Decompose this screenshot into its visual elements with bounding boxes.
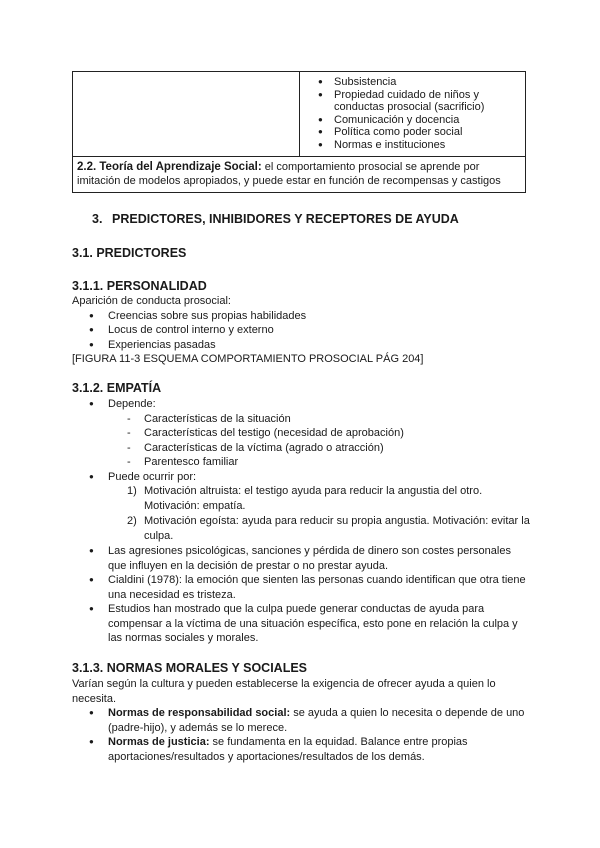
sublist-item: - Características de la situación bbox=[72, 412, 532, 427]
item-text: se ayuda a quien lo necesita o depende de uno (padre-hijo), y además se lo merece. bbox=[108, 707, 525, 734]
empatia-block bbox=[72, 397, 532, 646]
numbered-item bbox=[72, 514, 532, 544]
theory-table bbox=[72, 71, 526, 193]
item-bold: Normas de justicia: bbox=[108, 736, 210, 748]
social-learning-theory-cell bbox=[73, 156, 526, 192]
list-item: ● Política como poder social bbox=[334, 126, 519, 139]
item-number: 2) bbox=[127, 515, 137, 527]
list-item: ● Cialdini (1978): la emoción que sienten las personas cuando identifican que otra tiene una necesidad es tristeza. bbox=[72, 573, 532, 602]
empatia-list bbox=[72, 397, 532, 412]
personalidad-block bbox=[72, 294, 532, 367]
list-item-depende bbox=[72, 397, 532, 412]
list-item: ● Subsistencia bbox=[334, 76, 519, 89]
list-item: ● Creencias sobre sus propias habilidades bbox=[72, 309, 532, 324]
depende-sublist bbox=[72, 412, 532, 470]
list-item: ● Comunicación y docencia bbox=[334, 114, 519, 127]
ocurrir-sublist bbox=[72, 484, 532, 544]
depende-label: Depende: bbox=[108, 398, 156, 410]
table-cell-list bbox=[300, 72, 526, 157]
normas-intro: Varían según la cultura y pueden establecerse la exigencia de ofrecer ayuda a quien lo necesita. bbox=[72, 678, 496, 705]
section-heading bbox=[92, 212, 459, 226]
list-item-ocurrir bbox=[72, 470, 532, 485]
item-text: Motivación egoísta: ayuda para reducir su propia angustia. Motivación: evitar la culpa. bbox=[144, 515, 530, 542]
list-item bbox=[72, 735, 532, 764]
empatia-list-3 bbox=[72, 544, 532, 646]
ocurrir-label: Puede ocurrir por: bbox=[108, 470, 197, 483]
list-item: ● Experiencias pasadas bbox=[72, 338, 532, 353]
list-item: ● Estudios han mostrado que la culpa puede generar conductas de ayuda para compensar a la víctima de una situación específica, esto pone en relación la culpa y las normas sociales y morales. bbox=[72, 602, 532, 646]
empatia-list-2 bbox=[72, 470, 532, 485]
sublist-item: - Características de la víctima (agrado o atracción) bbox=[72, 441, 532, 456]
list-item: ● Las agresiones psicológicas, sanciones y pérdida de dinero son costes personales que influyen en la decisión de prestar o no prestar ayuda. bbox=[72, 544, 532, 573]
subsection-heading-personalidad: 3.1.1. PERSONALIDAD bbox=[72, 279, 207, 293]
sublist-item: - Parentesco familiar bbox=[72, 455, 532, 470]
subsection-heading-normas: 3.1.3. NORMAS MORALES Y SOCIALES bbox=[72, 661, 308, 675]
sublist-item: - Características del testigo (necesidad de aprobación) bbox=[72, 426, 532, 441]
theory-text: el comportamiento prosocial se aprende por imitación de modelos apropiados, y puede estar en función de recompensas y castigos bbox=[77, 160, 501, 187]
personalidad-intro: Aparición de conducta prosocial: bbox=[72, 295, 231, 307]
section-number: 3. bbox=[92, 212, 103, 226]
item-text: se fundamenta en la equidad. Balance entre propias aportaciones/resultados y aportaciones/resultados de los demás. bbox=[108, 736, 468, 763]
personalidad-list bbox=[72, 309, 532, 353]
list-item: ● Propiedad cuidado de niños y conductas prosocial (sacrificio) bbox=[334, 89, 519, 114]
figure-reference: [FIGURA 11-3 ESQUEMA COMPORTAMIENTO PROSOCIAL PÁG 204] bbox=[72, 353, 424, 365]
table-cell-empty bbox=[73, 72, 300, 157]
list-item: ● Locus de control interno y externo bbox=[72, 323, 532, 338]
item-text: Motivación altruista: el testigo ayuda para reducir la angustia del otro. Motivación: empatía. bbox=[144, 485, 483, 512]
subsection-heading-empatia: 3.1.2. EMPATÍA bbox=[72, 381, 162, 395]
item-number: 1) bbox=[127, 485, 137, 497]
subsection-heading-predictores: 3.1. PREDICTORES bbox=[72, 246, 187, 260]
list-item: ● Normas e instituciones bbox=[334, 139, 519, 152]
item-bold: Normas de responsabilidad social: bbox=[108, 707, 291, 719]
normas-list bbox=[72, 706, 532, 764]
section-title: PREDICTORES, INHIBIDORES Y RECEPTORES DE AYUDA bbox=[112, 212, 459, 226]
function-list bbox=[300, 76, 519, 152]
list-item bbox=[72, 706, 532, 735]
table-row bbox=[73, 72, 526, 157]
theory-title: 2.2. Teoría del Aprendizaje Social: bbox=[77, 160, 262, 173]
normas-block bbox=[72, 677, 532, 764]
numbered-item bbox=[72, 484, 532, 514]
table-row bbox=[73, 156, 526, 192]
